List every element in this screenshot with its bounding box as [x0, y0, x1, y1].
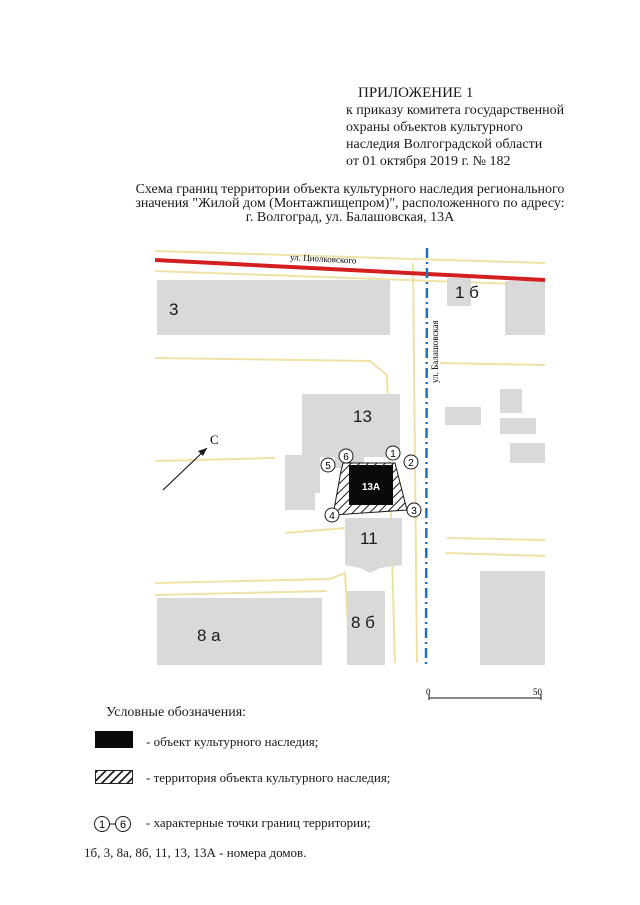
legend-point-end: 6 [119, 819, 127, 831]
legend-object-swatch [95, 731, 133, 748]
north-arrow-label: С [210, 432, 219, 447]
appendix-line: к приказу комитета государственной [346, 103, 565, 118]
title-line: Схема границ территории объекта культурного наследия регионального [135, 182, 565, 197]
street-east-label: ул. Балашовская [430, 320, 440, 383]
building-west [285, 455, 315, 510]
north-arrow-line [163, 448, 207, 490]
legend-points-text: - характерные точки границ территории; [146, 815, 371, 830]
scheme-title [80, 183, 620, 225]
legend-points-graphic [93, 814, 137, 834]
legend-points-swatch [93, 814, 137, 839]
legend-houses-text: 1б, 3, 8а, 8б, 11, 13, 13А - номера домов. [84, 845, 307, 860]
scale-bar [425, 686, 545, 710]
legend-title: Условные обозначения: [106, 705, 247, 720]
building-3 [157, 280, 390, 335]
street-east-line [426, 248, 427, 665]
building-label: 11 [360, 529, 378, 548]
appendix-line: охраны объектов культурного [346, 120, 523, 135]
scale-end: 50 [533, 687, 542, 697]
title-line: значения "Жилой дом (Монтажпищепром)", расположенного по адресу: [135, 196, 565, 211]
appendix-heading: ПРИЛОЖЕНИЕ 1 [358, 85, 474, 101]
point-label: 4 [329, 511, 335, 522]
scale-bar-graphic [425, 686, 545, 710]
building-southeast [480, 571, 545, 665]
building-small-2 [500, 389, 522, 413]
street-north-label: ул. Циолковского [289, 252, 357, 266]
point-label: 5 [325, 461, 331, 472]
point-label: 6 [343, 452, 349, 463]
point-label: 2 [408, 458, 414, 469]
building-small-4 [510, 443, 545, 463]
site-map [155, 243, 545, 665]
legend-point-start: 1 [98, 819, 106, 831]
point-label: 3 [411, 506, 417, 517]
legend-territory-text: - территория объекта культурного наследия; [146, 770, 391, 785]
building-label: 8 а [197, 626, 221, 645]
legend-territory-swatch [95, 770, 133, 784]
point-label: 1 [390, 449, 396, 460]
building-label: 3 [169, 300, 179, 319]
legend-object-text: - объект культурного наследия; [146, 734, 319, 749]
scale-start: 0 [426, 687, 431, 697]
building-small-1 [445, 407, 481, 425]
building-east [505, 281, 545, 335]
appendix-block [346, 85, 626, 170]
object-label: 13А [361, 482, 381, 493]
building-label: 8 б [351, 613, 375, 632]
building-8a [157, 598, 322, 665]
building-small-3 [500, 418, 536, 434]
appendix-line: от 01 октября 2019 г. № 182 [346, 154, 511, 169]
building-label: 1 б [455, 283, 479, 302]
building-label: 13 [353, 407, 372, 426]
map-canvas [155, 243, 545, 665]
appendix-line: наследия Волгоградской области [346, 137, 543, 152]
title-line: г. Волгоград, ул. Балашовская, 13А [245, 210, 455, 225]
